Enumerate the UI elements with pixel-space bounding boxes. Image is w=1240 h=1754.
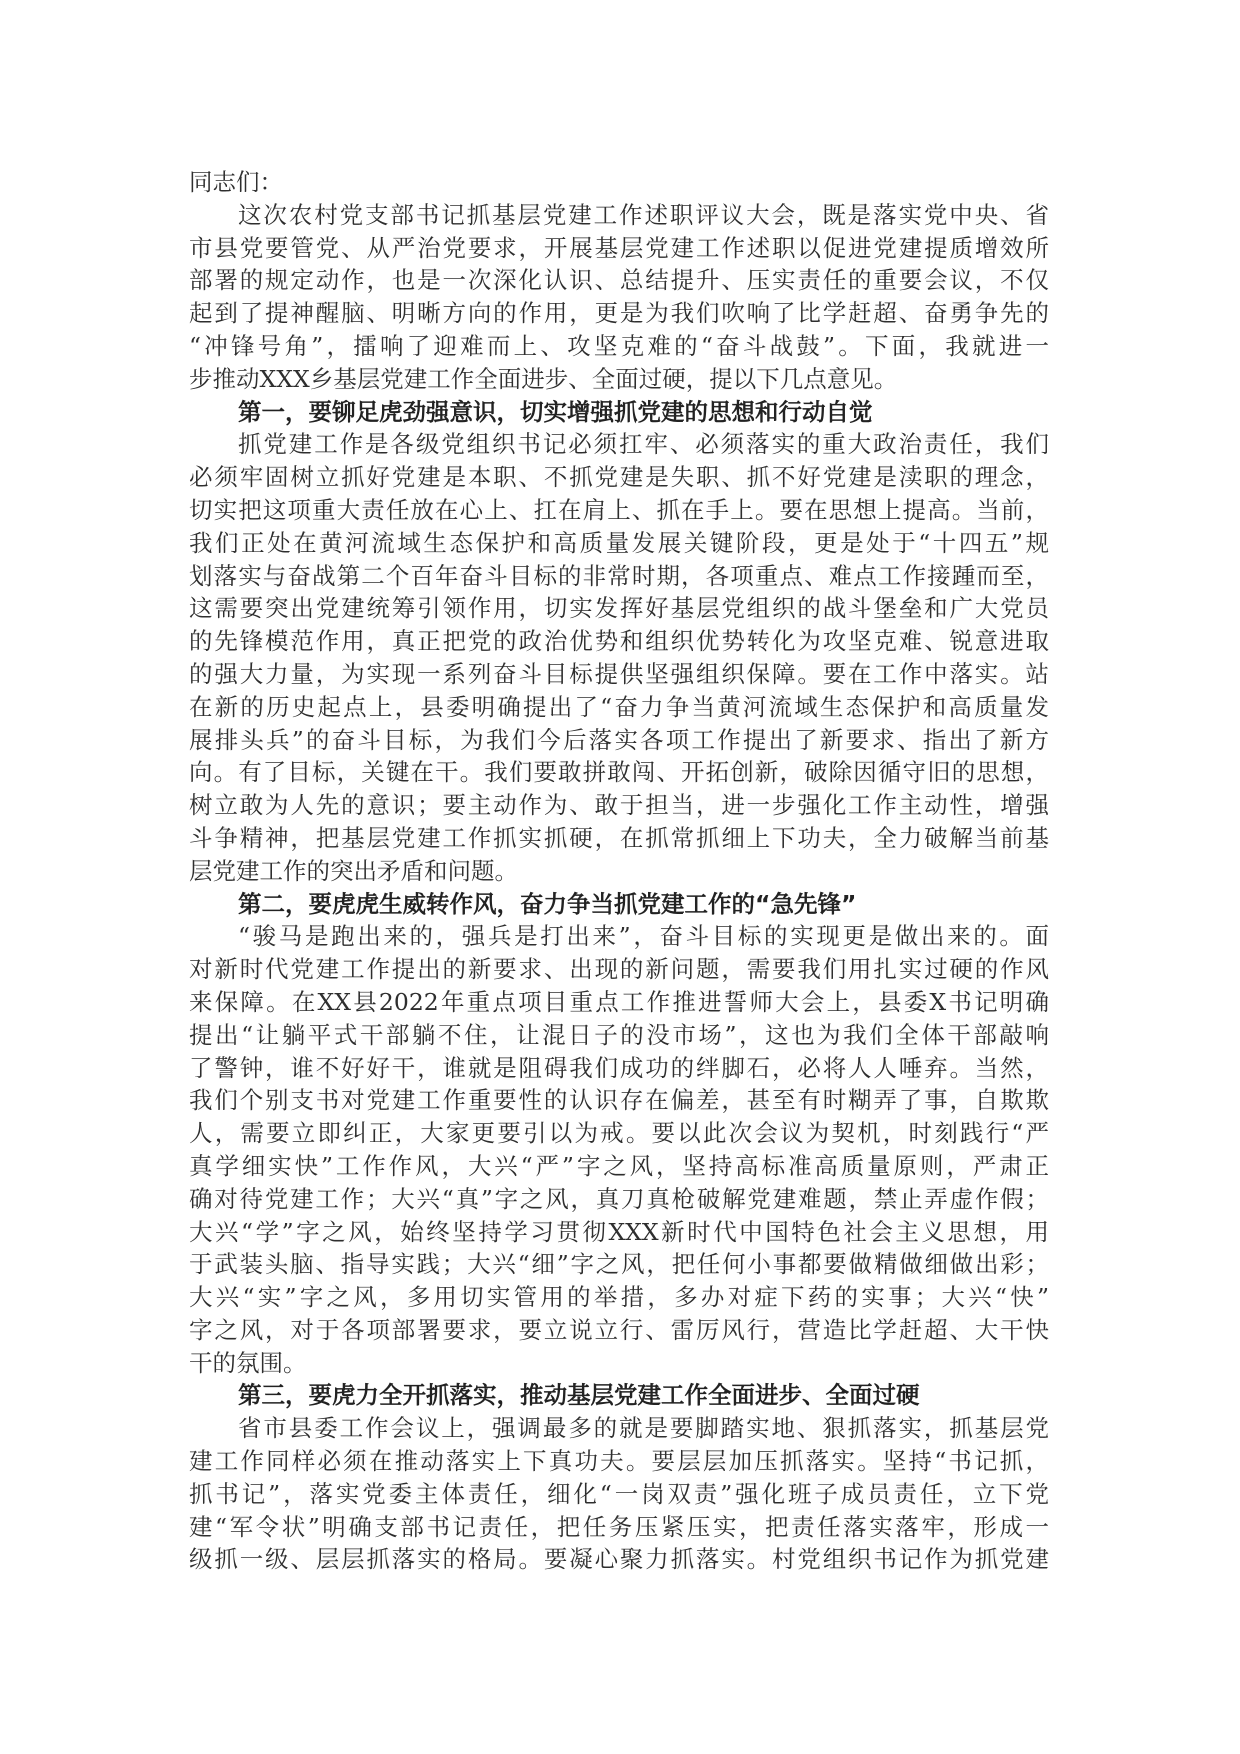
paragraph-line: 省市县委工作会议上，强调最多的就是要脚踏实地、狠抓落实，抓基层党 xyxy=(238,1414,1049,1443)
paragraph-line: 抓党建工作是各级党组织书记必须扛牢、必须落实的重大政治责任，我们 xyxy=(238,430,1049,459)
intro-paragraph xyxy=(189,199,1049,396)
document-body xyxy=(189,166,1049,1576)
paragraph-line: 斗争精神，把基层党建工作抓实抓硬，在抓常抓细上下功夫，全力破解当前基 xyxy=(189,823,1049,852)
paragraph-line: 这需要突出党建统筹引领作用，切实发挥好基层党组织的战斗堡垒和广大党员 xyxy=(189,594,1049,623)
paragraph-line: 来保障。在XX县2022年重点项目重点工作推进誓师大会上，县委X书记明确 xyxy=(189,987,1049,1016)
paragraph-line: 建“军令状”明确支部书记责任，把任务压紧压实，把责任落实落牢，形成一 xyxy=(189,1512,1049,1541)
paragraph-line: 了警钟，谁不好好干，谁就是阻碍我们成功的绊脚石，必将人人唾弃。当然， xyxy=(189,1053,1049,1082)
section xyxy=(189,888,1049,1380)
paragraph-line: 步推动XXX乡基层党建工作全面进步、全面过硬，提以下几点意见。 xyxy=(189,364,898,393)
paragraph-line: 建工作同样必须在推动落实上下真功夫。要层层加压抓落实。坚持“书记抓， xyxy=(189,1447,1049,1476)
paragraph-line: 大兴“学”字之风，始终坚持学习贯彻XXX新时代中国特色社会主义思想，用 xyxy=(189,1217,1049,1246)
paragraph-line: 抓书记”，落实党委主体责任，细化“一岗双责”强化班子成员责任，立下党 xyxy=(189,1479,1049,1508)
paragraph-line: 提出“让躺平式干部躺不住，让混日子的没市场”，这也为我们全体干部敲响 xyxy=(189,1020,1049,1049)
paragraph-line: 划落实与奋战第二个百年奋斗目标的非常时期，各项重点、难点工作接踵而至， xyxy=(189,561,1049,590)
paragraph-line: 大兴“实”字之风，多用切实管用的举措，多办对症下药的实事；大兴“快” xyxy=(189,1283,1049,1312)
paragraph-line: 树立敢为人先的意识；要主动作为、敢于担当，进一步强化工作主动性，增强 xyxy=(189,791,1049,820)
section-heading: 第三，要虎力全开抓落实，推动基层党建工作全面进步、全面过硬 xyxy=(238,1381,920,1410)
paragraph-line: “冲锋号角”，擂响了迎难而上、攻坚克难的“奋斗战鼓”。下面，我就进一 xyxy=(189,331,1049,360)
paragraph-line: 确对待党建工作；大兴“真”字之风，真刀真枪破解党建难题，禁止弄虚作假； xyxy=(189,1184,1049,1213)
paragraph-line: 对新时代党建工作提出的新要求、出现的新问题，需要我们用扎实过硬的作风 xyxy=(189,955,1049,984)
paragraph-line: 干的氛围。 xyxy=(189,1348,307,1377)
paragraph-line: 向。有了目标，关键在干。我们要敢拼敢闯、开拓创新，破除因循守旧的思想， xyxy=(189,758,1049,787)
paragraph-line: 我们正处在黄河流域生态保护和高质量发展关键阶段，更是处于“十四五”规 xyxy=(189,528,1049,557)
sections xyxy=(189,396,1049,1577)
paragraph-line: 市县党要管党、从严治党要求，开展基层党建工作述职以促进党建提质增效所 xyxy=(189,233,1049,262)
paragraph-line: 的强大力量，为实现一系列奋斗目标提供坚强组织保障。要在工作中落实。站 xyxy=(189,659,1049,688)
paragraph-line: 人，需要立即纠正，大家更要引以为戒。要以此次会议为契机，时刻践行“严 xyxy=(189,1119,1049,1148)
paragraph-line: 真学细实快”工作作风，大兴“严”字之风，坚持高标准高质量原则，严肃正 xyxy=(189,1151,1049,1180)
paragraph-line: 在新的历史起点上，县委明确提出了“奋力争当黄河流域生态保护和高质量发 xyxy=(189,692,1049,721)
paragraph-line: 我们个别支书对党建工作重要性的认识存在偏差，甚至有时糊弄了事，自欺欺 xyxy=(189,1086,1049,1115)
paragraph-line: 层党建工作的突出矛盾和问题。 xyxy=(189,856,518,885)
paragraph-line: 起到了提神醒脑、明晰方向的作用，更是为我们吹响了比学赶超、奋勇争先的 xyxy=(189,299,1049,328)
section xyxy=(189,396,1049,888)
paragraph-line: 的先锋模范作用，真正把党的政治优势和组织优势转化为攻坚克难、锐意进取 xyxy=(189,627,1049,656)
paragraph-line: 切实把这项重大责任放在心上、扛在肩上、抓在手上。要在思想上提高。当前， xyxy=(189,495,1049,524)
paragraph-line: “骏马是跑出来的，强兵是打出来”，奋斗目标的实现更是做出来的。面 xyxy=(238,922,1049,951)
section-paragraph xyxy=(189,428,1049,887)
section xyxy=(189,1379,1049,1576)
greeting: 同志们： xyxy=(189,168,283,196)
section-heading: 第一，要铆足虎劲强意识，切实增强抓党建的思想和行动自觉 xyxy=(238,397,873,426)
section-paragraph xyxy=(189,920,1049,1379)
paragraph-line: 级抓一级、层层抓落实的格局。要凝心聚力抓落实。村党组织书记作为抓党建 xyxy=(189,1545,1049,1574)
paragraph-line: 于武装头脑、指导实践；大兴“细”字之风，把任何小事都要做精做细做出彩； xyxy=(189,1250,1049,1279)
paragraph-line: 字之风，对于各项部署要求，要立说立行、雷厉风行，营造比学赶超、大干快 xyxy=(189,1315,1049,1344)
section-paragraph xyxy=(189,1412,1049,1576)
paragraph-line: 这次农村党支部书记抓基层党建工作述职评议大会，既是落实党中央、省 xyxy=(238,200,1049,229)
paragraph-line: 必须牢固树立抓好党建是本职、不抓党建是失职、抓不好党建是渎职的理念， xyxy=(189,463,1049,492)
section-heading: 第二，要虎虎生威转作风，奋力争当抓党建工作的“急先锋” xyxy=(238,889,857,918)
paragraph-line: 展排头兵”的奋斗目标，为我们今后落实各项工作提出了新要求、指出了新方 xyxy=(189,725,1049,754)
paragraph-line: 部署的规定动作，也是一次深化认识、总结提升、压实责任的重要会议，不仅 xyxy=(189,266,1049,295)
